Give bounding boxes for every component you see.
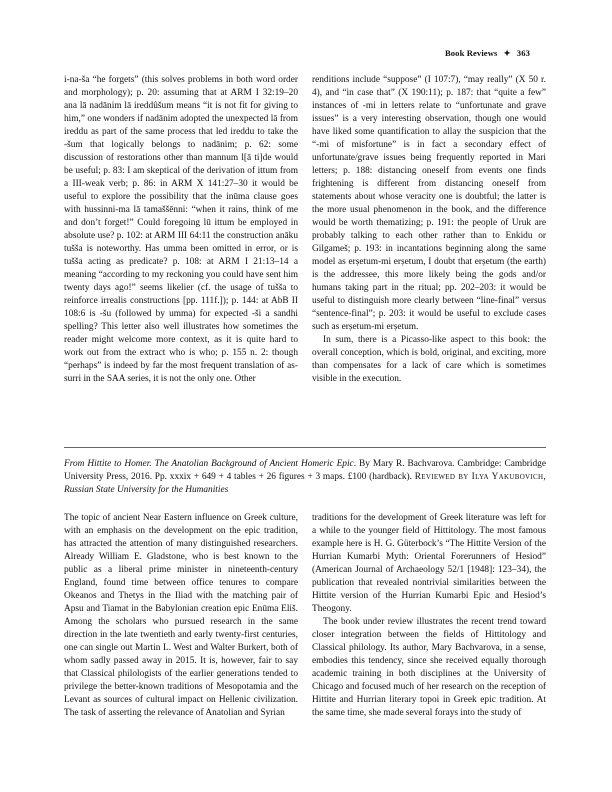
running-head xyxy=(445,48,530,59)
previous-review-text: i-na-ša “he forgets” (this solves problems in both word order and morphology); p. 20: assuming that at ARM I 32:19–20 ana lā nadānim lā ireddûšum means “it is not fit for giving to him,” one wonders if nadānim adopted the unexpected lā from ireddu as part of the same process that led ireddu to take the -šum that logically belongs to nadānim; p. 62: some discussion of restorations other than mannum l[ā ti]de would be useful; p. 83: I am skeptical of the derivation of ittum from a III-weak verb; p. 86: in ARM X 141:27–30 it would be useful to explore the possibility that the inūma clause goes with hussinni-ma lā tamaššēnni: “when it rains, think of me and don’t forget!” Could foregoing lū ittum be employed in absolute use? p. 102: at ARM III 64:11 the construction anāku tušša is noteworthy. Has umma been omitted in error, or is tušša acting as predicate? p. 108: at ARM I 21:13–14 a meaning “according to my reckoning you could have sent him twenty days ago!” seems likelier (cf. the usage of tušša to reinforce irrealis constructions [pp. 111f.]); p. 144: at AbB II 108:6 is -šu (followed by umma) for expected -ši a sandhi spelling? This letter also well illustrates how sometimes the reader might welcome more context, as it is quite hard to work out from the extract who is who; p. 155 n. 2: though “perhaps” is indeed by far the most frequent translation of as-surri in the SAA series, it is not the only one. Other xyxy=(64,75,298,384)
review-heading xyxy=(64,458,546,498)
section-divider xyxy=(64,447,546,448)
review-paragraph-1-continued: traditions for the development of Greek literature was left for a while to the younger field of Hittitology. The most famous example here is H. G. Güterbock’s “The Hittite Version of the Hurrian Kumarbi Myth: Oriental Forerunners of Hesiod” (American Journal of Archaeology 52/1 [1948]: 123–34), the publication that revealed nontrivial similarities between the Hittite version of the Hurrian Kumarbi Epic and Hesiod’s Theogony. xyxy=(312,513,546,614)
review-right-column xyxy=(312,512,546,720)
previous-review-text-continued: renditions include “suppose” (I 107:7), “may really” (X 50 r. 4), and “in case that” (X 190:11); p. 187: that “quite a few” instances of -mi in letters relate to “unfortunate and grave issues” is a very interesting observation, though one would have liked some quantification to allay the suspicion that the “-mi of misfortune” is in fact a secondary effect of unfortunate/grave issues being frequently reported in Mari letters; p. 188: distancing oneself from events one finds frightening is different from distancing oneself from statements about whose veracity one is doubtful; the latter is the more usual phenomenon in the book, and the difference would be worth thematizing; p. 191: the people of Uruk are probably talking to each other rather than to Enkidu or Gilgameš; p. 193: in incantations beginning along the same model as erṣetum-mi erṣetum, I doubt that erṣetum (the earth) is the addressee, this more likely being the gods and/or humans taking part in the ritual; pp. 202–203: it would be useful to distinguish more clearly between “line-final” versus “sentence-final”; p. 203: it would be useful to exclude cases such as erṣetum-mi erṣetum. xyxy=(312,75,546,332)
reviewer-affiliation: Russian State University for the Humanities xyxy=(64,485,229,496)
review-paragraph-2: The book under review illustrates the recent trend toward closer integration between the fields of Hittitology and Classical philology. Its author, Mary Bachvarova, in a sense, embodies this tendency, since she received equally thorough academic training in both disciplines at the University of Chicago and focused much of her research on the reception of Hittite and Hurrian literary topoi in Greek epic tradition. At the same time, she made several forays into the study of xyxy=(312,617,546,718)
journal-section-title: Book Reviews xyxy=(444,48,498,58)
review-left-column xyxy=(64,512,298,720)
previous-review-right-column xyxy=(312,74,546,386)
book-title: From Hittite to Homer. The Anatolian Background of Ancient Homeric Epic xyxy=(64,459,354,469)
previous-review-left-column xyxy=(64,74,298,386)
page-number: 363 xyxy=(516,48,530,58)
review-paragraph-1: The topic of ancient Near Eastern influence on Greek culture, with an emphasis on the development on the epic tradition, has attracted the attention of many distinguished researchers. Already William E. Gladstone, who is best known to the public as a liberal prime minister in nineteenth-century England, found time between office tenures to compare Okeanos and Thetys in the Iliad with the matching pair of Apsu and Tiamat in the Babylonian creation epic Enūma Eliš. Among the scholars who pursued research in the same direction in the late twentieth and early twenty-first centuries, one can single out Martin L. West and Walter Burkert, both of whom sadly passed away in 2015. It is, however, fair to say that Classical philologists of the earlier generations tended to privilege the better-known traditions of Mesopotamia and the Levant as sources of cultural impact on Hellenic civilization. The task of asserting the relevance of Anatolian and Syrian xyxy=(64,513,298,718)
reviewer-name: Reviewed by Ilya Yakubovich, xyxy=(414,472,546,483)
previous-review-conclusion: In sum, there is a Picasso-like aspect to this book: the overall conception, which is bold, original, and exciting, more than compensates for a lack of care which is sometimes visible in the execution. xyxy=(312,335,546,384)
ornament-icon: ✦ xyxy=(503,48,511,58)
book-citation: . By Mary R. Bachvarova. Cambridge: Cambridge University Press, 2016. Pp. xxxix + 649 + 4 tables + 26 figures + 3 maps. £100 (hardback). xyxy=(64,459,546,483)
